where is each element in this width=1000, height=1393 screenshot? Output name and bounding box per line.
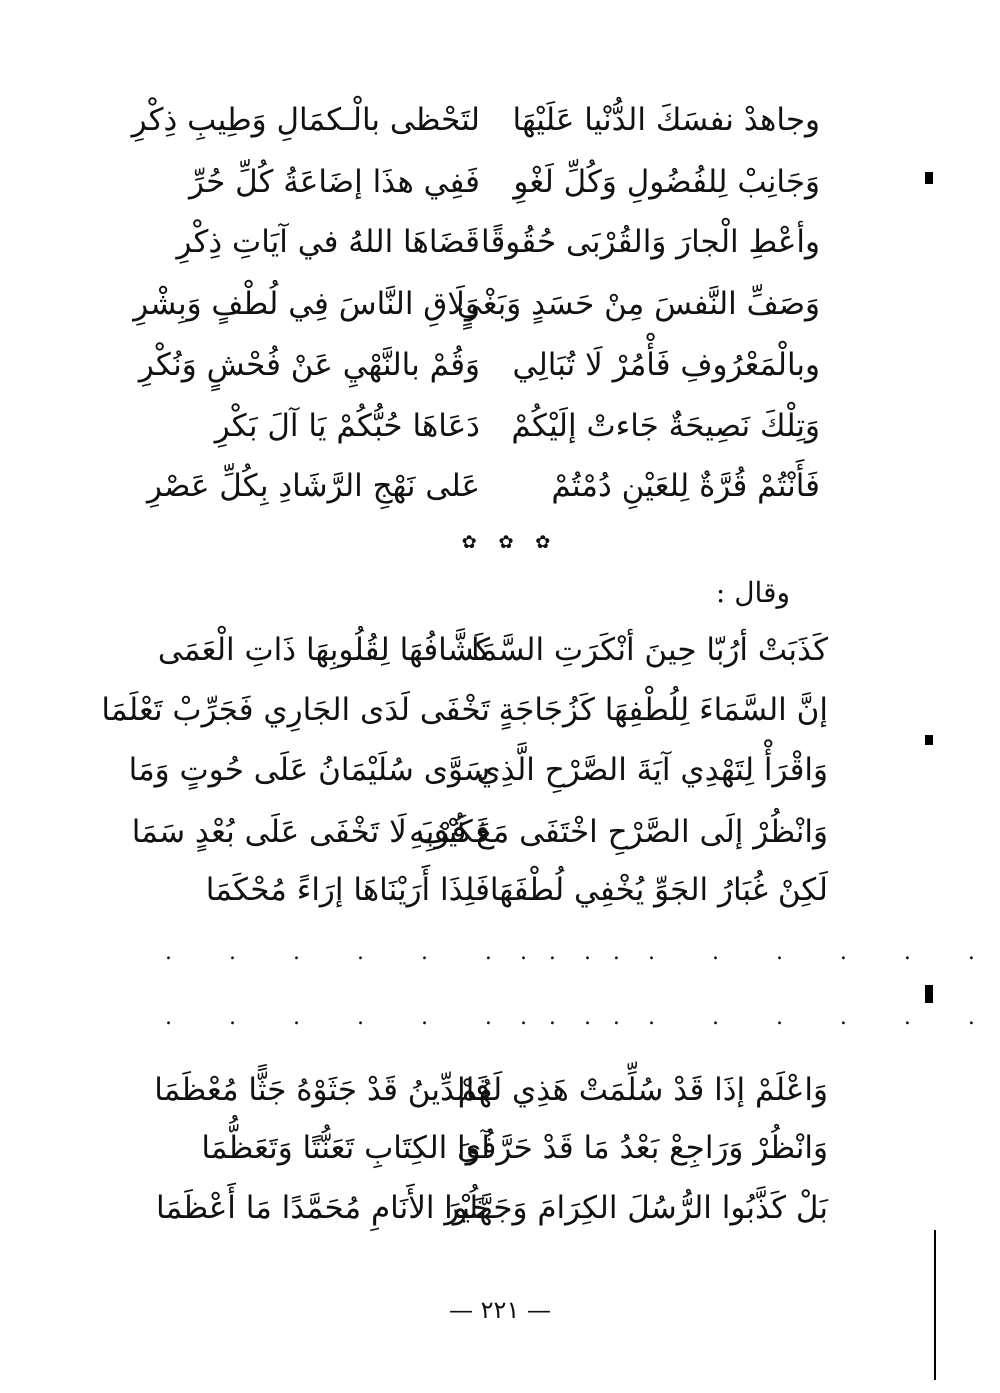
ellipsis-row: . . . . . . . . — [165, 1005, 645, 1030]
verse-hemistich: وَصَفِّ النَّفسَ مِنْ حَسَدٍ وَبَغْيٍ — [456, 286, 820, 322]
verse-hemistich: وبالْمَعْرُوفِ فَأْمُرْ لَا تُبَالِي — [512, 347, 820, 383]
verse-hemistich: فَلِذَا أَرَيْنَاهَا إرَاءً مُحْكَمَا — [205, 872, 490, 908]
verse-hemistich: لتَحْظى بالْـكمَالِ وَطِيبِ ذِكْرِ — [131, 102, 480, 138]
scan-edge-mark — [925, 172, 933, 184]
page-number: — ٢٢١ — — [449, 1296, 551, 1324]
ellipsis-row: . . . . . . . . — [520, 1005, 1000, 1030]
verse-hemistich: وَلَاقِ النَّاسَ فِي لُطْفٍ وَبِشْرِ — [133, 286, 480, 322]
verse-hemistich: تَخْفَى لَدَى الجَارِي فَجَرِّبْ تَعْلَمَا — [101, 692, 490, 728]
verse-hemistich: وأعْطِ الْجارَ وَالقُرْبَى حُقُوقًا — [481, 224, 820, 260]
ellipsis-row: . . . . . . . . — [165, 940, 645, 965]
verse-hemistich: وَقُمْ بالنَّهْيِ عَنْ فُحْشٍ وَنُكْرِ — [138, 347, 480, 383]
verse-hemistich: كَذَبَتْ أرُبّا حِينَ أنْكَرَتِ السَّمَا — [470, 632, 828, 668]
verse-hemistich: خَيْرَ الأَنَامِ مُحَمَّدًا مَا أَعْظَمَا — [156, 1190, 490, 1226]
scan-edge-mark — [925, 735, 933, 745]
verse-hemistich: وَجَانِبْ لِلفُضُولِ وَكُلِّ لَغْوِ — [513, 164, 820, 200]
ellipsis-row: . . . . . . . . — [520, 940, 1000, 965]
verse-hemistich: بَلْ كَذَّبُوا الرُّسُلَ الكِرَامَ وَجَهَّلُوا — [444, 1190, 828, 1226]
verse-hemistich: عَلى نَهْجِ الرَّشَادِ بِكُلِّ عَصْرِ — [146, 468, 480, 504]
verse-hemistich: لَكِنْ غُبَارُ الجَوِّ يُخْفِي لُطْفَهَا — [489, 872, 828, 908]
verse-hemistich: وَانْظُرْ وَرَاجِعْ بَعْدُ مَا قَدْ حَرَّفُوا — [457, 1130, 828, 1166]
verse-hemistich: وَاقْرَأْ لِتَهْدِي آيَةَ الصَّرْحِ الَّذِي — [476, 752, 828, 788]
verse-hemistich: فَفِي هذَا إضَاعَةُ كُلِّ حُرِّ — [189, 164, 480, 200]
verse-hemistich: سَوَّى سُلَيْمَانُ عَلَى حُوتٍ وَمَا — [128, 752, 490, 788]
verse-hemistich: آيَ الكِتَابِ تَعَنُّتًا وَتَعَظُّمَا — [201, 1130, 490, 1166]
verse-hemistich: دَعَاهَا حُبُّكُمْ يَا آلَ بَكْرِ — [214, 408, 480, 444]
verse-hemistich: فَكَيْفَ لَا تَخْفَى عَلَى بُعْدٍ سَمَا — [131, 814, 490, 850]
verse-hemistich: وَتِلْكَ نَصِيحَةٌ جَاءتْ إلَيْكُمْ — [511, 408, 820, 444]
verse-hemistich: وَانْظُرْ إلَى الصَّرْحِ اخْتَفَى مَعَ قُرْبِهِ — [409, 814, 828, 850]
verse-hemistich: فَالدِّينُ قَدْ جَثَوْهُ جَثًّا مُعْظَمَا — [154, 1072, 490, 1108]
verse-hemistich: إنَّ السَّمَاءَ لِلُطْفِهَا كَزُجَاجَةٍ — [498, 692, 828, 728]
verse-hemistich: وجاهدْ نفسَكَ الدُّنْيا عَلَيْهَا — [512, 102, 820, 138]
verse-hemistich: وَاعْلَمْ إذَا قَدْ سُلِّمَتْ هَذِي لَهُمْ — [457, 1072, 828, 1108]
verse-hemistich: كَشَّافُهَا لِقُلُوبِهَا ذَاتِ الْعَمَى — [157, 632, 490, 668]
section-separator: ✿ ✿ ✿ — [461, 532, 559, 553]
scan-edge-line — [934, 1230, 936, 1380]
verse-hemistich: فَأَنْتُمْ قُرَّةٌ لِلعَيْنِ دُمْتُمْ — [551, 468, 820, 504]
scan-edge-mark — [925, 985, 933, 1003]
section-intro: وقال : — [715, 576, 790, 609]
verse-hemistich: قَضَاهَا اللهُ في آيَاتِ ذِكْرِ — [176, 224, 480, 260]
